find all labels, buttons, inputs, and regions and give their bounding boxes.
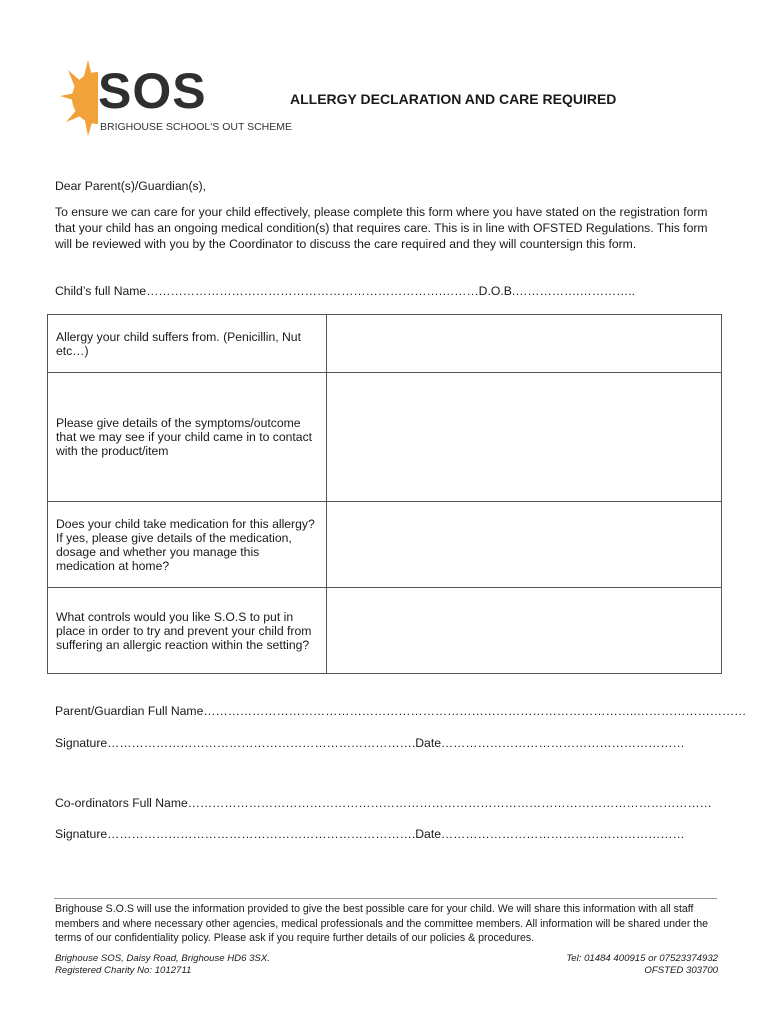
footer-ofsted: OFSTED 303700 <box>644 965 718 976</box>
footer-divider <box>54 898 717 899</box>
coordinator-signature-date-field[interactable]: Signature………………………………………………………………….Date…………………………………………………… <box>55 827 685 841</box>
footer-address: Brighouse SOS, Daisy Road, Brighouse HD6 3SX. <box>55 953 270 964</box>
logo-brand: SOS <box>98 63 207 119</box>
question-cell: Does your child take medication for this allergy? If yes, please give details of the medication, dosage and whether you manage this medication at home? <box>48 502 327 588</box>
child-name-dob-field[interactable]: Child’s full Name……………………………………………………………….………D.O.B.…………….………….. <box>55 284 636 298</box>
footer-address-block <box>55 953 270 977</box>
parent-signature-date-field[interactable]: Signature………………………………………………………………….Date…………………………………………………… <box>55 736 685 750</box>
parent-name-field[interactable]: Parent/Guardian Full Name……………………………………………………………………………………………..……………………… <box>55 704 747 718</box>
logo-subtitle: BRIGHOUSE SCHOOL'S OUT SCHEME <box>100 121 293 133</box>
footer-contact-block <box>566 953 718 977</box>
question-cell: Allergy your child suffers from. (Penicillin, Nut etc…) <box>48 315 327 373</box>
answer-cell[interactable] <box>327 315 722 373</box>
table-row <box>48 315 722 373</box>
footer-charity: Registered Charity No: 1012711 <box>55 965 192 976</box>
table-row <box>48 588 722 674</box>
question-cell: What controls would you like S.O.S to put in place in order to try and prevent your child from suffering an allergic reaction within the setting? <box>48 588 327 674</box>
footer-tel: Tel: 01484 400915 or 07523374932 <box>566 953 718 964</box>
answer-cell[interactable] <box>327 588 722 674</box>
sos-logo <box>58 58 293 140</box>
care-table <box>47 314 722 674</box>
question-cell: Please give details of the symptoms/outcome that we may see if your child came in to contact with the product/item <box>48 373 327 502</box>
intro-paragraph: To ensure we can care for your child effectively, please complete this form where you have stated on the registration form that your child has an ongoing medical condition(s) that requires care. This is in line with OFSTED Regulations. This form will be reviewed with you by the Coordinator to discuss the care required and they will countersign this form. <box>55 205 708 251</box>
table-row <box>48 502 722 588</box>
answer-cell[interactable] <box>327 502 722 588</box>
table-row <box>48 373 722 502</box>
confidentiality-notice: Brighouse S.O.S will use the information provided to give the best possible care for your child. We will share this information with all staff members and where necessary other agencies, medical professionals and the committee members. All information will be shared under the terms of our confidentiality policy. Please ask if you require further details of our policies & procedures. <box>55 903 709 944</box>
coordinator-name-field[interactable]: Co-ordinators Full Name………………………………………………………………………………………………………………… <box>55 796 712 810</box>
answer-cell[interactable] <box>327 373 722 502</box>
salutation: Dear Parent(s)/Guardian(s), <box>55 179 207 193</box>
page-title: ALLERGY DECLARATION AND CARE REQUIRED <box>290 91 617 107</box>
